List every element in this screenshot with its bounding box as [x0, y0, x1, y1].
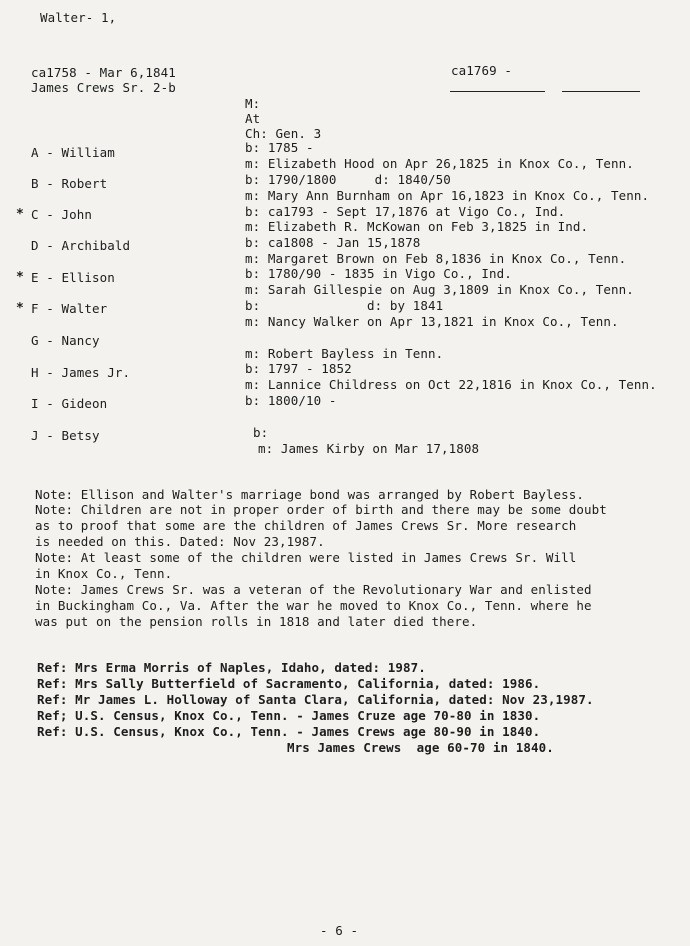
- reference-line: Ref: Mrs Sally Butterfield of Sacramento, California, dated: 1986.: [37, 676, 541, 691]
- child-label: A - William: [31, 145, 115, 160]
- child-detail-line: b: ca1808 - Jan 15,1878: [245, 235, 421, 250]
- star-marker: *: [16, 270, 24, 285]
- child-label: J - Betsy: [31, 428, 100, 443]
- child-label: F - Walter: [31, 301, 108, 316]
- note-line: is needed on this. Dated: Nov 23,1987.: [35, 534, 325, 549]
- child-detail-line: m: Nancy Walker on Apr 13,1821 in Knox Co., Tenn.: [245, 314, 619, 329]
- child-label: I - Gideon: [31, 396, 108, 411]
- note-line: Note: James Crews Sr. was a veteran of the Revolutionary War and enlisted: [35, 582, 592, 597]
- note-line: Note: Ellison and Walter's marriage bond was arranged by Robert Bayless.: [35, 487, 585, 502]
- child-label: D - Archibald: [31, 238, 131, 253]
- star-marker: *: [16, 301, 24, 316]
- mother-name-blank-line-2: [562, 91, 640, 92]
- child-detail-line: m: Margaret Brown on Feb 8,1836 in Knox Co., Tenn.: [245, 251, 627, 266]
- child-detail-line: b: ca1793 - Sept 17,1876 at Vigo Co., Ind.: [245, 204, 566, 219]
- child-detail-line: m: Sarah Gillespie on Aug 3,1809 in Knox Co., Tenn.: [245, 282, 634, 297]
- children-generation-label: Ch: Gen. 3: [245, 126, 322, 141]
- note-line: in Knox Co., Tenn.: [35, 566, 173, 581]
- note-line: as to proof that some are the children of James Crews Sr. More research: [35, 518, 577, 533]
- child-detail-line: b: 1797 - 1852: [245, 361, 352, 376]
- child-detail-line: m: Robert Bayless in Tenn.: [245, 346, 444, 361]
- reference-line: Mrs James Crews age 60-70 in 1840.: [287, 740, 554, 755]
- child-label: B - Robert: [31, 176, 108, 191]
- father-dates: ca1758 - Mar 6,1841: [31, 65, 176, 80]
- page-title: Walter- 1,: [40, 10, 117, 25]
- child-detail-line: m: Mary Ann Burnham on Apr 16,1823 in Knox Co., Tenn.: [245, 188, 650, 203]
- child-detail-line: b: 1785 -: [245, 140, 314, 155]
- marriage-label: M:: [245, 96, 261, 111]
- child-detail-line: m: Elizabeth R. McKowan on Feb 3,1825 in Ind.: [245, 219, 589, 234]
- child-detail-line: m: Lannice Childress on Oct 22,1816 in Knox Co., Tenn.: [245, 377, 657, 392]
- note-line: in Buckingham Co., Va. After the war he moved to Knox Co., Tenn. where he: [35, 598, 592, 613]
- reference-line: Ref: Mrs Erma Morris of Naples, Idaho, dated: 1987.: [37, 660, 426, 675]
- child-detail-line: m: Elizabeth Hood on Apr 26,1825 in Knox Co., Tenn.: [245, 156, 634, 171]
- child-label: H - James Jr.: [31, 365, 131, 380]
- reference-line: Ref; U.S. Census, Knox Co., Tenn. - James Cruze age 70-80 in 1830.: [37, 708, 541, 723]
- note-line: Note: At least some of the children were listed in James Crews Sr. Will: [35, 550, 577, 565]
- child-detail-line: b: 1800/10 -: [245, 393, 337, 408]
- mother-name-blank-line: [450, 91, 545, 92]
- page-number: - 6 -: [320, 923, 359, 938]
- note-line: was put on the pension rolls in 1818 and later died there.: [35, 614, 478, 629]
- star-marker: *: [16, 207, 24, 222]
- child-detail-line: b: 1780/90 - 1835 in Vigo Co., Ind.: [245, 266, 512, 281]
- child-label: C - John: [31, 207, 93, 222]
- father-name: James Crews Sr. 2-b: [31, 80, 176, 95]
- child-detail-line: b:: [253, 425, 269, 440]
- child-detail-line: b: 1790/1800 d: 1840/50: [245, 172, 451, 187]
- child-detail-line: m: James Kirby on Mar 17,1808: [258, 441, 480, 456]
- mother-dates: ca1769 -: [451, 63, 513, 78]
- child-detail-line: b: d: by 1841: [245, 298, 444, 313]
- marriage-place-label: At: [245, 111, 261, 126]
- child-label: E - Ellison: [31, 270, 115, 285]
- reference-line: Ref: U.S. Census, Knox Co., Tenn. - James Crews age 80-90 in 1840.: [37, 724, 541, 739]
- note-line: Note: Children are not in proper order of birth and there may be some doubt: [35, 502, 607, 517]
- child-label: G - Nancy: [31, 333, 100, 348]
- reference-line: Ref: Mr James L. Holloway of Santa Clara, California, dated: Nov 23,1987.: [37, 692, 594, 707]
